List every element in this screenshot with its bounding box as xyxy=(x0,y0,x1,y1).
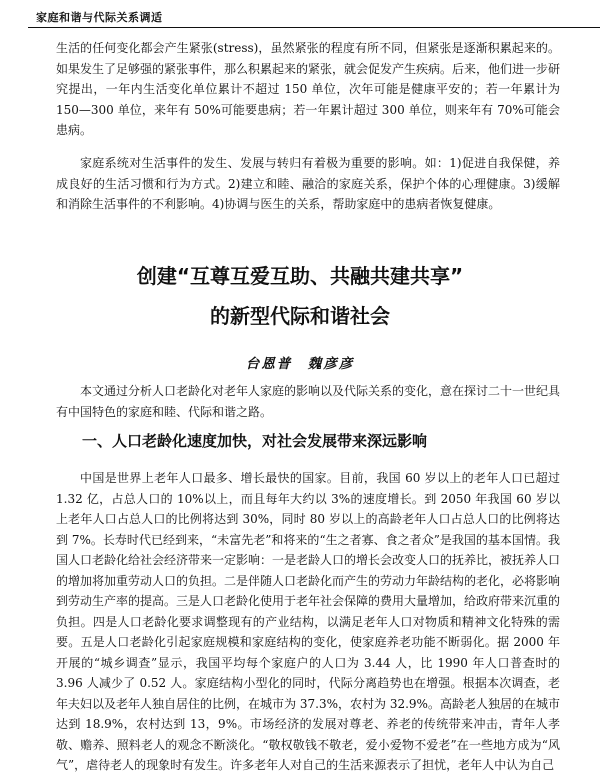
article-authors: 台恩普 魏彦彦 xyxy=(245,356,355,372)
section-heading: 一、人口老龄化速度加快，对社会发展带来深远影响 xyxy=(82,432,428,450)
article-title-line-2: 的新型代际和谐社会 xyxy=(210,304,390,328)
article-title-line-1: 创建“互尊互爱互助、共融共建共享” xyxy=(136,264,464,288)
family-system-paragraph: 家庭系统对生活事件的发生、发展与转归有着极为重要的影响。如：1)促进自我保健，养成良好的生活习惯和行为方式。2)建立和睦、融洽的家庭关系，保护个体的心理健康。3)缓解和消除生活事件的不利影响。4)协调与医生的关系，帮助家庭中的患病者恢复健康。 xyxy=(56,156,560,211)
running-header: 家庭和谐与代际关系调适 xyxy=(36,11,163,24)
header-rule xyxy=(28,27,600,28)
article-abstract: 本文通过分析人口老龄化对老年人家庭的影响以及代际关系的变化，意在探讨二十一世纪具有中国特色的家庭和睦、代际和谐之路。 xyxy=(56,384,561,419)
section-body-paragraph: 中国是世界上老年人口最多、增长最快的国家。目前，我国 60 岁以上的老年人口已超过 1.32 亿，占总人口的 10%以上，而且每年大约以 3%的速度增长。到 2050 年我国 60 岁以上老年人口占总人口的比例将达到 30%，同时 80 岁以上的高龄老年人口占总人口的比例将达到 7%。长寿时代已经到来，“未富先老”和将来的“生之者寡、食之者众”是我国的基本国情。我国人口老龄化给社会经济带来一定影响：一是老龄人口的增长会改变人口的抚养比，被抚养人口的增加将加重劳动人口的负担。二是伴随人口老龄化而产生的劳动力年龄结构的老化，必将影响到劳动生产率的提高。三是人口老龄化使用于老年社会保障的费用大量增加，给政府带来沉重的负担。四是人口老龄化要求调整现有的产业结构，以满足老年人口对物质和精神文化特殊的需要。五是人口老龄化引起家庭规模和家庭结构的变化，使家庭养老功能不断弱化。据 2000 年开展的“城乡调查”显示，我国平均每个家庭户的人口为 3.44 人，比 1990 年人口普查时的 3.96 人减少了 0.52 人。家庭结构小型化的同时，代际分离趋势也在增强。根据本次调查，老年夫妇以及老年人独自居住的比例，在城市为 37.3%，农村为 32.9%。高龄老人独居的在城市达到 18.9%，农村达到 13，9%。市场经济的发展对尊老、养老的传统带来冲击，青年人孝敬、赡养、照料老人的观念不断淡化。“敬权敬钱不敬老，爱小爱物不爱老”在一些地方成为“风气”，虐待老人的现象时有发生。许多老年人对自己的生活来源表示了担忧，老年人中认为自己 xyxy=(56,471,561,772)
intro-paragraph: 生活的任何变化都会产生紧张(stress)，虽然紧张的程度有所不同，但紧张是逐渐积累起来的。如果发生了足够强的紧张事件，那么积累起来的紧张，就会促发产生疾病。后来，他们进一步研究提出，一年内生活变化单位累计不超过 150 单位，次年可能是健康平安的；若一年累计为 150—300 单位，来年有 50%可能要患病；若一年累计超过 300 单位，则来年有 70%可能会患病。 xyxy=(56,41,561,137)
